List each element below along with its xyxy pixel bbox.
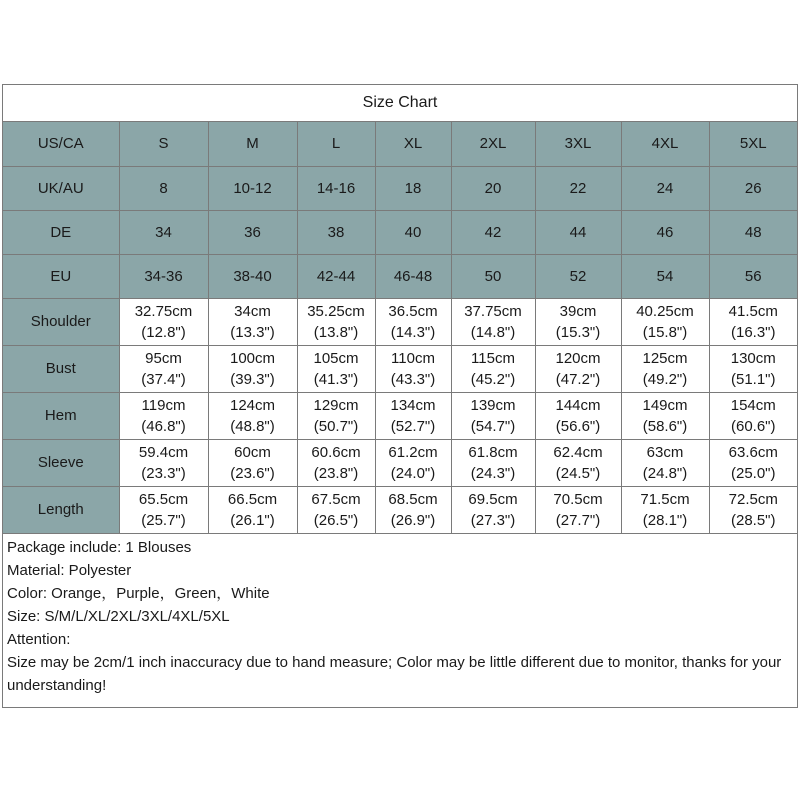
- size-cell: 54: [621, 254, 709, 298]
- size-cell: 36: [208, 210, 297, 254]
- measurement-cell: [297, 439, 375, 486]
- size-cell: 2XL: [451, 122, 535, 166]
- cm-value: 62.4cm: [553, 443, 603, 461]
- inch-value: (28.5"): [730, 511, 776, 529]
- size-cell: 38: [297, 210, 375, 254]
- measurement-cell: [535, 298, 621, 345]
- cm-value: 95cm: [145, 349, 182, 367]
- measurement-cell: [709, 298, 797, 345]
- size-cell: XL: [375, 122, 451, 166]
- measurement-cell: [451, 439, 535, 486]
- size-cell: 46-48: [375, 254, 451, 298]
- row-label: Hem: [3, 392, 119, 439]
- measurement-cell: [119, 486, 208, 533]
- size-system-row: [3, 254, 797, 298]
- size-cell: 3XL: [535, 122, 621, 166]
- measurement-cell: [297, 392, 375, 439]
- inch-value: (56.6"): [555, 417, 601, 435]
- size-cell: 34-36: [119, 254, 208, 298]
- disclaimer-note: Size may be 2cm/1 inch inaccuracy due to hand measure; Color may be little different due to monitor, thanks for your understanding!: [7, 653, 782, 694]
- cm-value: 59.4cm: [138, 443, 189, 461]
- size-chart-panel: [2, 84, 798, 708]
- cm-value: 130cm: [730, 349, 776, 367]
- measurement-cell: [709, 392, 797, 439]
- size-cell: 22: [535, 166, 621, 210]
- inch-value: (15.8"): [642, 323, 688, 341]
- measurement-row: [3, 298, 797, 345]
- measurement-row: [3, 486, 797, 533]
- inch-value: (25.7"): [141, 511, 186, 529]
- row-label: Length: [3, 486, 119, 533]
- row-label: DE: [3, 210, 119, 254]
- cm-value: 37.75cm: [464, 302, 522, 320]
- cm-value: 32.75cm: [134, 302, 193, 320]
- size-cell: 42-44: [297, 254, 375, 298]
- measurement-row: [3, 345, 797, 392]
- row-label: Bust: [3, 345, 119, 392]
- cm-value: 124cm: [229, 396, 276, 414]
- row-label: EU: [3, 254, 119, 298]
- chart-title: Size Chart: [3, 85, 797, 122]
- size-cell: 20: [451, 166, 535, 210]
- cm-value: 41.5cm: [728, 302, 778, 320]
- size-system-row: [3, 166, 797, 210]
- inch-value: (13.8"): [313, 323, 359, 341]
- size-cell: 42: [451, 210, 535, 254]
- measurement-cell: [208, 345, 297, 392]
- measurement-cell: [621, 486, 709, 533]
- cm-value: 134cm: [390, 396, 436, 414]
- measurement-cell: [451, 298, 535, 345]
- size-cell: 34: [119, 210, 208, 254]
- attention-note: Attention:: [7, 630, 71, 648]
- row-label: Sleeve: [3, 439, 119, 486]
- inch-value: (28.1"): [642, 511, 688, 529]
- inch-value: (26.5"): [313, 511, 359, 529]
- size-cell: 26: [709, 166, 797, 210]
- measurement-cell: [375, 298, 451, 345]
- measurement-cell: [535, 486, 621, 533]
- cm-value: 125cm: [642, 349, 688, 367]
- measurement-cell: [451, 486, 535, 533]
- measurement-cell: [621, 392, 709, 439]
- inch-value: (52.7"): [390, 417, 436, 435]
- size-cell: 38-40: [208, 254, 297, 298]
- size-cell: 46: [621, 210, 709, 254]
- measurement-cell: [535, 392, 621, 439]
- measurement-cell: [375, 345, 451, 392]
- cm-value: 110cm: [391, 349, 435, 367]
- measurement-cell: [208, 486, 297, 533]
- size-cell: 40: [375, 210, 451, 254]
- size-cell: 56: [709, 254, 797, 298]
- inch-value: (48.8"): [230, 417, 275, 435]
- measurement-cell: [621, 345, 709, 392]
- inch-value: (14.8"): [470, 323, 516, 341]
- cm-value: 119cm: [141, 396, 186, 414]
- size-cell: 18: [375, 166, 451, 210]
- measurement-cell: [119, 345, 208, 392]
- inch-value: (37.4"): [141, 370, 186, 388]
- cm-value: 70.5cm: [553, 490, 603, 508]
- size-table: [3, 122, 797, 534]
- package-note: Package include: 1 Blouses: [7, 538, 192, 556]
- measurement-cell: [208, 298, 297, 345]
- measurement-cell: [375, 439, 451, 486]
- size-system-row: [3, 122, 797, 166]
- inch-value: (41.3"): [313, 370, 359, 388]
- inch-value: (24.3"): [470, 464, 516, 482]
- cm-value: 72.5cm: [728, 490, 778, 508]
- cm-value: 100cm: [229, 349, 276, 367]
- measurement-cell: [621, 298, 709, 345]
- inch-value: (26.1"): [230, 511, 275, 529]
- cm-value: 36.5cm: [388, 302, 438, 320]
- cm-value: 60cm: [234, 443, 271, 461]
- measurement-cell: [119, 439, 208, 486]
- cm-value: 63cm: [646, 443, 684, 461]
- size-note: Size: S/M/L/XL/2XL/3XL/4XL/5XL: [7, 607, 230, 625]
- cm-value: 39cm: [559, 302, 597, 320]
- size-cell: 52: [535, 254, 621, 298]
- inch-value: (24.8"): [642, 464, 688, 482]
- cm-value: 35.25cm: [307, 302, 365, 320]
- cm-value: 61.2cm: [388, 443, 438, 461]
- measurement-cell: [451, 392, 535, 439]
- measurement-row: [3, 392, 797, 439]
- size-cell: 10-12: [208, 166, 297, 210]
- cm-value: 154cm: [730, 396, 776, 414]
- cm-value: 63.6cm: [728, 443, 778, 461]
- measurement-cell: [119, 298, 208, 345]
- cm-value: 139cm: [470, 396, 516, 414]
- row-label: US/CA: [3, 122, 119, 166]
- inch-value: (46.8"): [141, 417, 186, 435]
- cm-value: 105cm: [313, 349, 359, 367]
- cm-value: 68.5cm: [388, 490, 438, 508]
- inch-value: (51.1"): [730, 370, 776, 388]
- inch-value: (27.3"): [470, 511, 516, 529]
- cm-value: 69.5cm: [468, 490, 518, 508]
- cm-value: 120cm: [555, 349, 601, 367]
- inch-value: (16.3"): [730, 323, 776, 341]
- size-system-row: [3, 210, 797, 254]
- cm-value: 40.25cm: [636, 302, 694, 320]
- inch-value: (12.8"): [141, 323, 186, 341]
- inch-value: (24.0"): [390, 464, 436, 482]
- row-label: Shoulder: [3, 298, 119, 345]
- measurement-cell: [297, 298, 375, 345]
- cm-value: 65.5cm: [138, 490, 189, 508]
- inch-value: (58.6"): [642, 417, 688, 435]
- inch-value: (23.3"): [141, 464, 186, 482]
- inch-value: (60.6"): [730, 417, 776, 435]
- size-cell: 48: [709, 210, 797, 254]
- inch-value: (15.3"): [555, 323, 601, 341]
- size-cell: 5XL: [709, 122, 797, 166]
- cm-value: 61.8cm: [468, 443, 518, 461]
- measurement-cell: [709, 439, 797, 486]
- cm-value: 144cm: [555, 396, 601, 414]
- cm-value: 34cm: [234, 302, 271, 320]
- size-cell: S: [119, 122, 208, 166]
- inch-value: (43.3"): [390, 370, 436, 388]
- measurement-cell: [375, 392, 451, 439]
- size-cell: 50: [451, 254, 535, 298]
- measurement-cell: [208, 439, 297, 486]
- inch-value: (54.7"): [470, 417, 516, 435]
- measurement-cell: [375, 486, 451, 533]
- row-label: UK/AU: [3, 166, 119, 210]
- measurement-cell: [709, 345, 797, 392]
- size-cell: 44: [535, 210, 621, 254]
- inch-value: (14.3"): [390, 323, 436, 341]
- measurement-cell: [119, 392, 208, 439]
- color-note: Color: Orange，Purple，Green，White: [7, 584, 270, 602]
- material-note: Material: Polyester: [7, 561, 132, 579]
- inch-value: (39.3"): [230, 370, 275, 388]
- size-cell: L: [297, 122, 375, 166]
- measurement-cell: [451, 345, 535, 392]
- measurement-cell: [297, 486, 375, 533]
- inch-value: (24.5"): [555, 464, 601, 482]
- size-cell: 24: [621, 166, 709, 210]
- inch-value: (23.6"): [230, 464, 275, 482]
- size-cell: 4XL: [621, 122, 709, 166]
- size-cell: M: [208, 122, 297, 166]
- inch-value: (49.2"): [642, 370, 688, 388]
- size-cell: 14-16: [297, 166, 375, 210]
- size-cell: 8: [119, 166, 208, 210]
- measurement-cell: [535, 439, 621, 486]
- inch-value: (25.0"): [730, 464, 776, 482]
- inch-value: (27.7"): [555, 511, 601, 529]
- cm-value: 129cm: [313, 396, 359, 414]
- inch-value: (45.2"): [470, 370, 516, 388]
- measurement-row: [3, 439, 797, 486]
- inch-value: (23.8"): [313, 464, 359, 482]
- cm-value: 67.5cm: [311, 490, 361, 508]
- cm-value: 60.6cm: [311, 443, 361, 461]
- cm-value: 149cm: [642, 396, 688, 414]
- measurement-cell: [535, 345, 621, 392]
- measurement-cell: [709, 486, 797, 533]
- inch-value: (13.3"): [230, 323, 275, 341]
- product-notes: [3, 534, 797, 699]
- cm-value: 66.5cm: [227, 490, 278, 508]
- measurement-cell: [621, 439, 709, 486]
- cm-value: 115cm: [471, 349, 515, 367]
- inch-value: (26.9"): [390, 511, 436, 529]
- inch-value: (50.7"): [313, 417, 359, 435]
- measurement-cell: [208, 392, 297, 439]
- measurement-cell: [297, 345, 375, 392]
- cm-value: 71.5cm: [640, 490, 690, 508]
- inch-value: (47.2"): [555, 370, 601, 388]
